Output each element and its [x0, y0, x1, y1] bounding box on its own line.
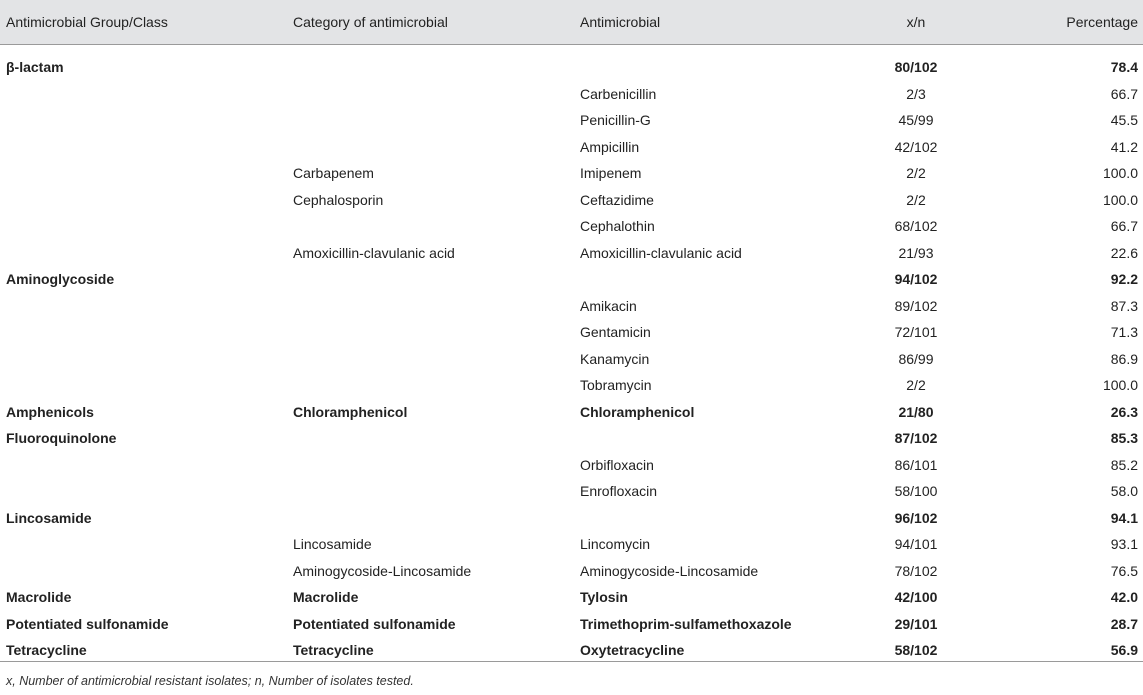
table-row [0, 187, 1143, 214]
cell-xn: 80/102 [894, 59, 938, 75]
cell-group: Amphenicols [6, 403, 94, 420]
cell-xn: 94/102 [894, 271, 938, 287]
header-antimicrobial: Antimicrobial [580, 14, 661, 30]
table-row [0, 531, 1143, 558]
cell-xn: 42/100 [894, 589, 938, 605]
cell-xn: 68/102 [894, 218, 938, 234]
table-row [0, 134, 1143, 161]
table-row [0, 505, 1143, 532]
cell-antimicrobial: Tobramycin [580, 377, 652, 393]
cell-xn: 21/93 [898, 244, 934, 261]
table-row [0, 637, 1143, 664]
cell-antimicrobial: Lincomycin [580, 536, 651, 552]
cell-xn: 21/80 [898, 403, 934, 420]
cell-percentage: 93.1 [1110, 536, 1138, 552]
cell-percentage: 41.2 [1110, 138, 1138, 155]
table-header [0, 0, 1143, 45]
header-group: Antimicrobial Group/Class [6, 14, 168, 30]
cell-antimicrobial: Penicillin-G [580, 112, 651, 128]
cell-xn: 2/2 [906, 377, 926, 393]
cell-antimicrobial: Ceftazidime [580, 191, 654, 208]
cell-antimicrobial: Cephalothin [580, 218, 655, 234]
cell-group: Macrolide [6, 589, 72, 605]
cell-antimicrobial: Enrofloxacin [580, 483, 658, 499]
cell-percentage: 100.0 [1102, 377, 1138, 393]
cell-percentage: 28.7 [1110, 615, 1138, 632]
cell-xn: 42/102 [894, 138, 938, 155]
cell-antimicrobial: Gentamicin [580, 324, 651, 340]
cell-xn: 89/102 [894, 297, 938, 314]
cell-antimicrobial: Ampicillin [580, 138, 640, 155]
table-row [0, 81, 1143, 108]
cell-percentage: 86.9 [1110, 350, 1138, 367]
cell-xn: 45/99 [898, 112, 934, 128]
cell-percentage: 85.3 [1110, 430, 1138, 446]
cell-percentage: 45.5 [1110, 112, 1138, 128]
cell-antimicrobial: Imipenem [580, 165, 642, 181]
cell-antimicrobial: Oxytetracycline [580, 642, 685, 658]
cell-antimicrobial: Aminogycoside-Lincosamide [580, 562, 759, 579]
cell-group: Tetracycline [6, 642, 87, 658]
cell-xn: 87/102 [894, 430, 938, 446]
table-footnote: x, Number of antimicrobial resistant isolates; n, Number of isolates tested. [6, 674, 414, 688]
cell-category: Chloramphenicol [293, 403, 408, 420]
cell-percentage: 85.2 [1110, 456, 1138, 473]
table-row [0, 107, 1143, 134]
cell-category: Amoxicillin-clavulanic acid [293, 244, 455, 261]
table-body [0, 54, 1143, 664]
cell-percentage: 22.6 [1110, 244, 1138, 261]
cell-group: Aminoglycoside [6, 271, 115, 287]
cell-group: Fluoroquinolone [6, 430, 117, 446]
cell-xn: 2/3 [906, 85, 926, 102]
header-xn: x/n [906, 14, 926, 30]
table-row [0, 346, 1143, 373]
cell-group: Lincosamide [6, 509, 92, 526]
table-row [0, 399, 1143, 426]
table-row [0, 425, 1143, 452]
table-row [0, 611, 1143, 638]
cell-percentage: 66.7 [1110, 218, 1138, 234]
cell-percentage: 71.3 [1110, 324, 1138, 340]
cell-xn: 2/2 [906, 165, 926, 181]
table-bottom-rule [0, 661, 1143, 662]
cell-xn: 86/101 [894, 456, 938, 473]
cell-category: Carbapenem [293, 165, 374, 181]
cell-antimicrobial: Carbenicillin [580, 85, 657, 102]
cell-group: β-lactam [6, 59, 64, 75]
table-row [0, 372, 1143, 399]
cell-category: Aminogycoside-Lincosamide [293, 562, 472, 579]
cell-percentage: 94.1 [1110, 509, 1138, 526]
table-row [0, 558, 1143, 585]
header-category: Category of antimicrobial [293, 14, 448, 30]
cell-antimicrobial: Tylosin [580, 589, 628, 605]
table-row [0, 452, 1143, 479]
table-row [0, 266, 1143, 293]
cell-antimicrobial: Orbifloxacin [580, 456, 654, 473]
table-row [0, 54, 1143, 81]
cell-category: Potentiated sulfonamide [293, 615, 456, 632]
cell-xn: 96/102 [894, 509, 938, 526]
cell-xn: 2/2 [906, 191, 926, 208]
cell-category: Tetracycline [293, 642, 374, 658]
table-row [0, 478, 1143, 505]
table-row [0, 240, 1143, 267]
cell-percentage: 100.0 [1102, 165, 1138, 181]
cell-percentage: 92.2 [1110, 271, 1138, 287]
cell-percentage: 56.9 [1110, 642, 1138, 658]
cell-xn: 29/101 [894, 615, 938, 632]
table-row [0, 293, 1143, 320]
cell-xn: 72/101 [894, 324, 938, 340]
cell-percentage: 78.4 [1110, 59, 1138, 75]
cell-category: Cephalosporin [293, 191, 384, 208]
cell-category: Macrolide [293, 589, 359, 605]
cell-percentage: 42.0 [1110, 589, 1138, 605]
cell-percentage: 87.3 [1110, 297, 1138, 314]
cell-xn: 58/102 [894, 642, 938, 658]
cell-antimicrobial: Amoxicillin-clavulanic acid [580, 244, 742, 261]
cell-xn: 86/99 [898, 350, 934, 367]
cell-percentage: 100.0 [1102, 191, 1138, 208]
cell-percentage: 76.5 [1110, 562, 1138, 579]
cell-percentage: 26.3 [1110, 403, 1138, 420]
table-row [0, 319, 1143, 346]
table-row [0, 213, 1143, 240]
cell-antimicrobial: Chloramphenicol [580, 403, 695, 420]
table-row [0, 584, 1143, 611]
cell-xn: 78/102 [894, 562, 938, 579]
cell-antimicrobial: Amikacin [580, 297, 637, 314]
cell-antimicrobial: Kanamycin [580, 350, 650, 367]
table-row [0, 160, 1143, 187]
cell-percentage: 58.0 [1110, 483, 1138, 499]
cell-category: Lincosamide [293, 536, 372, 552]
cell-antimicrobial: Trimethoprim-sulfamethoxazole [580, 615, 792, 632]
cell-xn: 58/100 [894, 483, 938, 499]
cell-percentage: 66.7 [1110, 85, 1138, 102]
header-percentage: Percentage [1066, 14, 1138, 30]
cell-xn: 94/101 [894, 536, 938, 552]
cell-group: Potentiated sulfonamide [6, 615, 169, 632]
